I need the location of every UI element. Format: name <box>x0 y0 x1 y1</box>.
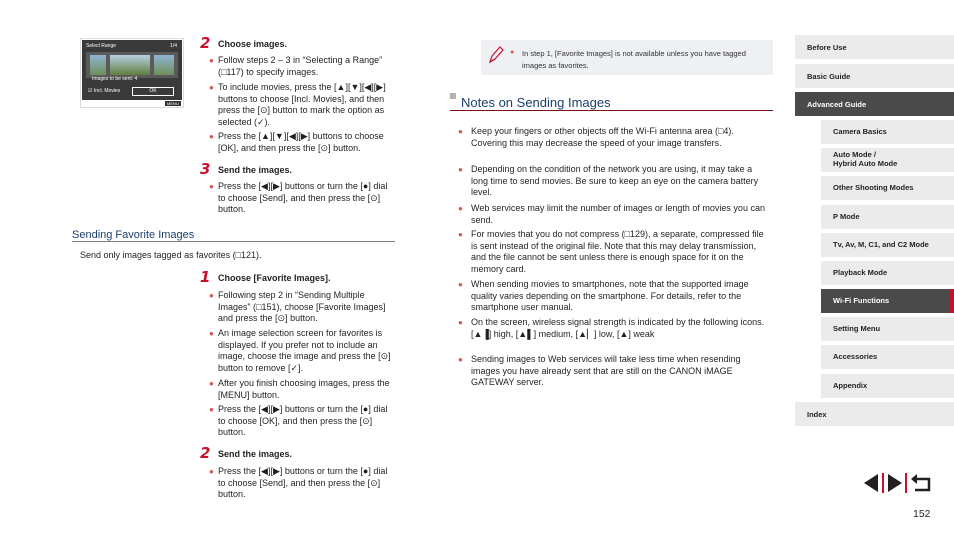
notes-heading-text: Notes on Sending Images <box>461 95 611 110</box>
note-bullet-icon: ● <box>510 49 515 56</box>
page-navigation <box>861 472 933 494</box>
notes-bullet: ● Web services may limit the number of images or length of movies you can send. <box>458 203 765 225</box>
heading-square-icon <box>450 93 456 99</box>
pencil-icon <box>487 44 505 66</box>
lcd-title: Select Range <box>86 43 117 49</box>
sidebar-item-tv-av-m-mode[interactable]: Tv, Av, M, C1, and C2 Mode <box>821 233 954 257</box>
sidebar-item-auto-mode[interactable]: Auto Mode / Hybrid Auto Mode <box>821 148 954 172</box>
camera-lcd <box>82 40 182 100</box>
sidebar-item-appendix[interactable]: Appendix <box>821 374 954 398</box>
sidebar-item-other-shooting-modes[interactable]: Other Shooting Modes <box>821 176 954 200</box>
arrow-right-icon[interactable] <box>888 474 902 492</box>
step-bullet: ● Press the [◀][▶] buttons or turn the [●] dial to choose [Send], and then press the [⊙] button. <box>209 466 388 499</box>
sidebar-item-wifi-functions[interactable]: Wi-Fi Functions <box>821 289 954 313</box>
step-bullet: ● Press the [▲][▼][◀][▶] buttons to choose [OK], and then press the [⊙] button. <box>209 131 384 153</box>
camera-screen-illustration <box>80 38 184 108</box>
bullet-text: On the screen, wireless signal strength is indicated by the following icons. [▲▐] high, [▲▌] medium, [▲▏] low, [▲] weak <box>471 317 765 339</box>
thumbnail <box>154 55 174 75</box>
sidebar-item-p-mode[interactable]: P Mode <box>821 205 954 229</box>
step-number: 1 <box>200 268 211 286</box>
notes-bullet: ● Depending on the condition of the network you are using, it may take a long time to send movies. Be sure to keep an eye on the camera battery level. <box>458 164 759 198</box>
lcd-ok-button: OK <box>132 87 174 96</box>
notes-bullet: ● For movies that you do not compress (□129), a separate, compressed file is sent instead of the original file. Note that this may delay transmission, and the file cannot be sent unless there is enough space for it on the memory card. <box>458 229 764 275</box>
sidebar-item-basic-guide[interactable]: Basic Guide <box>795 64 954 88</box>
nav-arrows-svg <box>861 472 933 494</box>
step-bullet: ● After you finish choosing images, press the [MENU] button. <box>209 378 390 400</box>
step-number: 2 <box>200 34 211 52</box>
sidebar-item-setting-menu[interactable]: Setting Menu <box>821 317 954 341</box>
bullet-text: For movies that you do not compress (□129), a separate, compressed file is sent instead of the original file. Note that this may delay transmission, and the file cannot be sent unless there is enough space for it on the memory card. <box>471 229 764 275</box>
bullet-text: Press the [◀][▶] buttons or turn the [●] dial to choose [Send], and then press the [⊙] button. <box>218 466 388 499</box>
notes-bullet: ● On the screen, wireless signal strength is indicated by the following icons. [▲▐] high, [▲▌] medium, [▲▏] low, [▲] weak <box>458 317 765 339</box>
bullet-text: Depending on the condition of the network you are using, it may take a long time to send movies. Be sure to keep an eye on the camera battery level. <box>471 164 759 198</box>
bullet-text: Following step 2 in “Sending Multiple Images” (□151), choose [Favorite Images] and press the [⊙] button. <box>218 290 386 323</box>
section-intro: Send only images tagged as favorites (□121). <box>80 250 262 260</box>
notes-heading <box>450 93 773 111</box>
bullet-text: An image selection screen for favorites is displayed. If you prefer not to include an image, choose the image and press the [⊙] button to remove [✓]. <box>218 328 391 373</box>
sidebar-item-accessories[interactable]: Accessories <box>821 345 954 369</box>
lcd-thumbnails <box>86 52 178 78</box>
step-bullet: ● An image selection screen for favorites is displayed. If you prefer not to include an image, choose the image and press the [⊙] button to remove [✓]. <box>209 328 391 373</box>
lcd-menu-label: MENU <box>167 101 179 106</box>
step-bullet: ● Press the [◀][▶] buttons or turn the [●] dial to choose [Send], and then press the [⊙] button. <box>209 181 388 214</box>
sidebar-item-before-use[interactable]: Before Use <box>795 35 954 59</box>
bullet-text: To include movies, press the [▲][▼][◀][▶] buttons to choose [Incl. Movies], and then press the [⊙] button to mark the option as selected (✓). <box>218 82 386 127</box>
bullet-text: Web services may limit the number of images or length of movies you can send. <box>471 203 765 225</box>
note-text: In step 1, [Favorite Images] is not available unless you have tagged images as favorites. <box>522 49 746 70</box>
bullet-text: Keep your fingers or other objects off the Wi-Fi antenna area (□4). Covering this may decrease the speed of your image transfers. <box>471 126 734 148</box>
thumbnail <box>90 55 106 75</box>
page-number: 152 <box>913 508 931 520</box>
step-number: 3 <box>200 160 211 178</box>
step-title: Choose images. <box>218 39 288 49</box>
sidebar-item-camera-basics[interactable]: Camera Basics <box>821 120 954 144</box>
lcd-images-to-send: Images to be sent: 4 <box>92 76 138 82</box>
note-box <box>481 40 773 75</box>
bullet-text: Sending images to Web services will take less time when resending images you have already sent that are still on the CANON iMAGE GATEWAY server. <box>471 354 741 388</box>
section-heading: Sending Favorite Images <box>72 228 395 242</box>
lcd-incl-movies: ☑ Incl. Movies <box>88 88 121 94</box>
step-title: Send the images. <box>218 165 293 175</box>
bullet-text: When sending movies to smartphones, note that the supported image quality varies depending on the smartphone. For details, refer to the smartphone user manual. <box>471 279 749 313</box>
step-bullet: ● To include movies, press the [▲][▼][◀][▶] buttons to choose [Incl. Movies], and then press the [⊙] button to mark the option as selected (✓). <box>209 82 386 127</box>
return-icon[interactable] <box>911 474 929 490</box>
sidebar-item-advanced-guide[interactable]: Advanced Guide <box>795 92 954 116</box>
lcd-incl-movies-label: Incl. Movies <box>93 88 121 94</box>
bullet-text: Press the [▲][▼][◀][▶] buttons to choose [OK], and then press the [⊙] button. <box>218 131 384 153</box>
notes-bullet: ● When sending movies to smartphones, note that the supported image quality varies depending on the smartphone. For details, refer to the smartphone user manual. <box>458 279 749 313</box>
notes-bullet: ● Sending images to Web services will take less time when resending images you have already sent that are still on the CANON iMAGE GATEWAY server. <box>458 354 741 388</box>
thumbnail <box>110 55 150 75</box>
bullet-text: After you finish choosing images, press the [MENU] button. <box>218 378 390 400</box>
step-bullet: ● Following step 2 in “Sending Multiple Images” (□151), choose [Favorite Images] and press the [⊙] button. <box>209 290 386 323</box>
bullet-text: Press the [◀][▶] buttons or turn the [●] dial to choose [OK], and then press the [⊙] button. <box>218 404 388 437</box>
bullet-text: Follow steps 2 – 3 in “Selecting a Range” (□117) to specify images. <box>218 55 383 77</box>
lcd-counter: 1/4 <box>170 43 177 49</box>
step-bullet: ● Follow steps 2 – 3 in “Selecting a Range” (□117) to specify images. <box>209 55 383 77</box>
step-number: 2 <box>200 444 211 462</box>
bullet-text: Press the [◀][▶] buttons or turn the [●] dial to choose [Send], and then press the [⊙] button. <box>218 181 388 214</box>
sidebar-item-index[interactable]: Index <box>795 402 954 426</box>
notes-bullet: ● Keep your fingers or other objects off the Wi-Fi antenna area (□4). Covering this may decrease the speed of your image transfers. <box>458 126 734 148</box>
step-title: Send the images. <box>218 449 293 459</box>
sidebar-item-playback-mode[interactable]: Playback Mode <box>821 261 954 285</box>
step-title: Choose [Favorite Images]. <box>218 273 331 283</box>
step-bullet: ● Press the [◀][▶] buttons or turn the [●] dial to choose [OK], and then press the [⊙] button. <box>209 404 388 437</box>
arrow-left-icon[interactable] <box>861 472 881 494</box>
